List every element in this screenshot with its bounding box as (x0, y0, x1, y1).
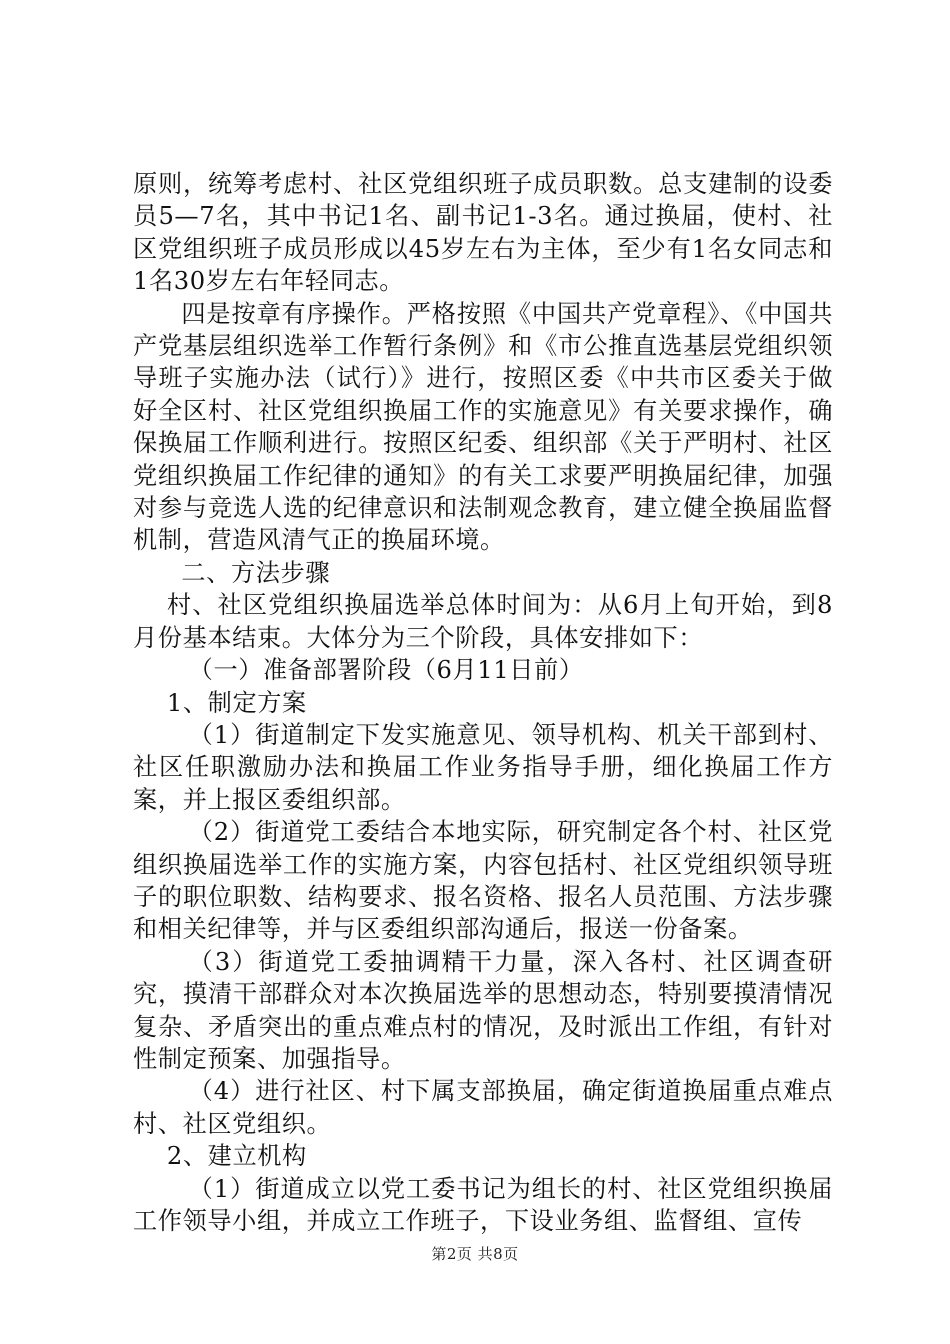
paragraph-orderly-operation: 四是按章有序操作。严格按照《中国共产党章程》、《中国共产党基层组织选举工作暂行条例》和《市公推直选基层党组织领导班子实施办法（试行）》进行，按照区委《中共市区委关于做好全区村、社区党组织换届工作的实施意见》有关要求操作，确保换届工作顺利进行。按照区纪委、组织部《关于严明村、社区党组织换届工作纪律的通知》的有关工求要严明换届纪律，加强对参与竞选人选的纪律意识和法制观念教育，建立健全换届监督机制，营造风清气正的换届环境。 (133, 299, 833, 555)
subheading-make-plan: 1、制定方案 (166, 688, 307, 717)
subheading-establish-organization: 2、建立机构 (166, 1142, 307, 1171)
paragraph-item-3: （3）街道党工委抽调精干力量，深入各村、社区调查研究，摸清干部群众对本次换届选举的思想动态，特别要摸清情况复杂、矛盾突出的重点难点村的情况，及时派出工作组，有针对性制定预案、加强指导。 (133, 947, 833, 1073)
page-footer: 第2页 共8页 (431, 1245, 519, 1263)
section-heading-method-steps: 二、方法步骤 (181, 558, 331, 587)
paragraph-item-2: （2）街道党工委结合本地实际，研究制定各个村、社区党组织换届选举工作的实施方案，内容包括村、社区党组织领导班子的职位职数、结构要求、报名资格、报名人员范围、方法步骤和相关纪律等，并与区委组织部沟通后，报送一份备案。 (133, 818, 833, 944)
paragraph-timeline: 村、社区党组织换届选举总体时间为：从6月上旬开始，到8月份基本结束。大体分为三个阶段，具体安排如下： (133, 591, 833, 652)
paragraph-item-1: （1）街道制定下发实施意见、领导机构、机关干部到村、社区任职激励办法和换届工作业务指导手册，细化换届工作方案，并上报区委组织部。 (133, 720, 833, 814)
paragraph-item-4: （4）进行社区、村下属支部换届，确定街道换届重点难点村、社区党组织。 (133, 1077, 833, 1138)
document-body (133, 168, 833, 1237)
paragraph-principle: 原则，统筹考虑村、社区党组织班子成员职数。总支建制的设委员5—7名，其中书记1名、副书记1-3名。通过换届，使村、社区党组织班子成员形成以45岁左右为主体，至少有1名女同志和1名30岁左右年轻同志。 (133, 170, 833, 296)
subheading-preparation-stage: （一）准备部署阶段（6月11日前） (188, 656, 584, 685)
paragraph-org-item-1: （1）街道成立以党工委书记为组长的村、社区党组织换届工作领导小组，并成立工作班子，下设业务组、监督组、宣传 (133, 1174, 833, 1235)
